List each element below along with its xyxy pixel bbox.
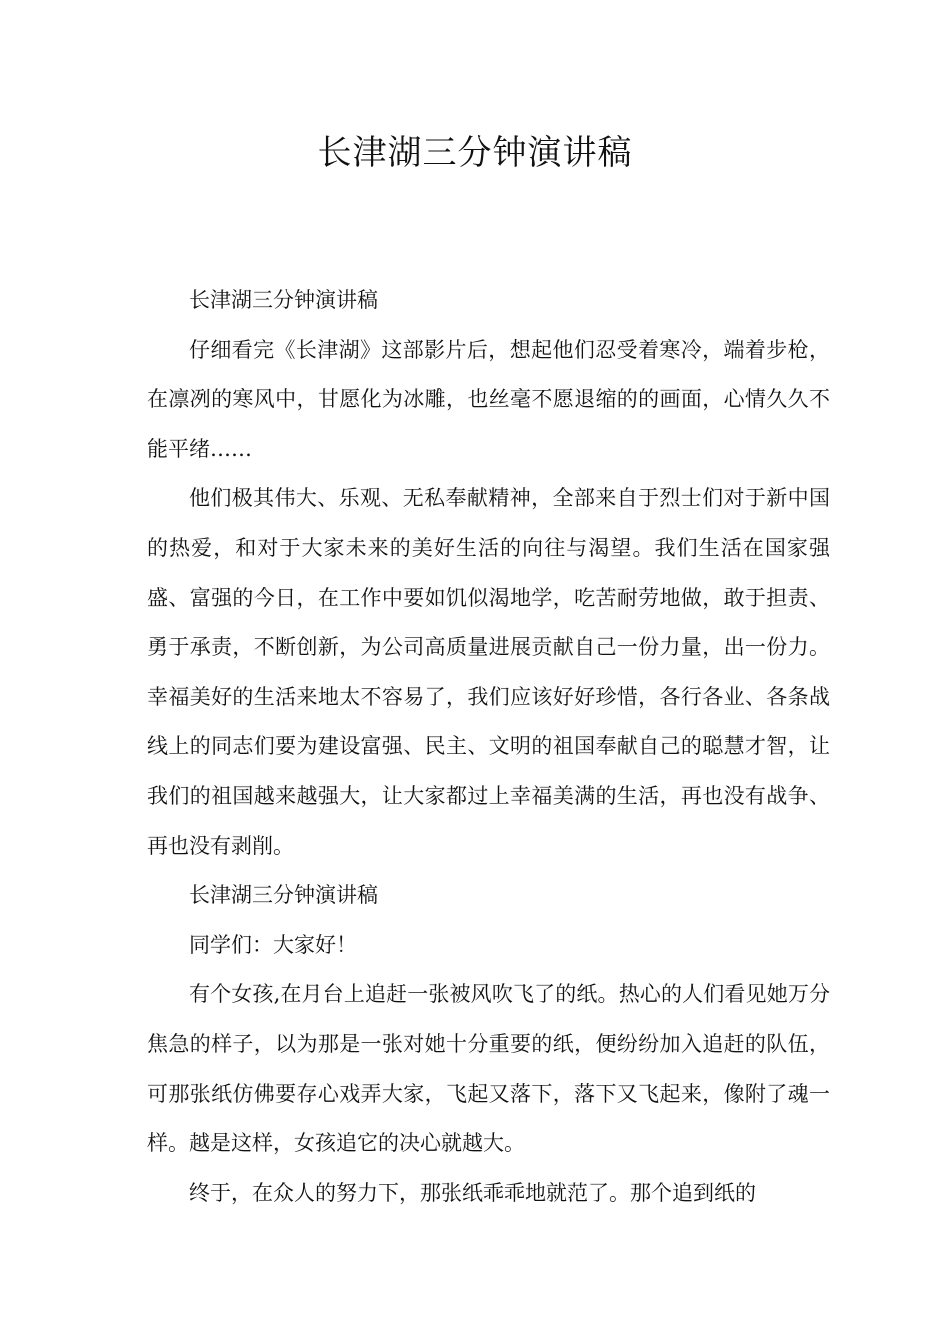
document-body: [147, 276, 830, 1218]
paragraph: 有个女孩,在月台上追赶一张被风吹飞了的纸。热心的人们看见她万分焦急的样子，以为那是一张对她十分重要的纸，便纷纷加入追赶的队伍，可那张纸仿佛要存心戏弄大家，飞起又落下，落下又飞起来，像附了魂一样。越是这样，女孩追它的决心就越大。: [147, 982, 830, 1156]
document-title: 长津湖三分钟演讲稿: [317, 133, 633, 173]
paragraph-subtitle: 长津湖三分钟演讲稿: [189, 883, 378, 908]
paragraph: 仔细看完《长津湖》这部影片后，想起他们忍受着寒冷，端着步枪，在凛冽的寒风中，甘愿化为冰雕，也丝毫不愿退缩的的画面，心情久久不能平绪……: [147, 337, 830, 461]
paragraph: 他们极其伟大、乐观、无私奉献精神，全部来自于烈士们对于新中国的热爱，和对于大家未来的美好生活的向往与渴望。我们生活在国家强盛、富强的今日，在工作中要如饥似渴地学，吃苦耐劳地做，敢于担责、勇于承责，不断创新，为公司高质量进展贡献自己一份力量，出一份力。幸福美好的生活来地太不容易了，我们应该好好珍惜，各行各业、各条战线上的同志们要为建设富强、民主、文明的祖国奉献自己的聪慧才智，让我们的祖国越来越强大，让大家都过上幸福美满的生活，再也没有战争、再也没有剥削。: [147, 486, 830, 858]
paragraph-subtitle: 长津湖三分钟演讲稿: [189, 288, 378, 312]
paragraph: 终于，在众人的努力下，那张纸乖乖地就范了。那个追到纸的: [189, 1180, 756, 1205]
paragraph-greeting: 同学们：大家好！: [189, 932, 357, 957]
